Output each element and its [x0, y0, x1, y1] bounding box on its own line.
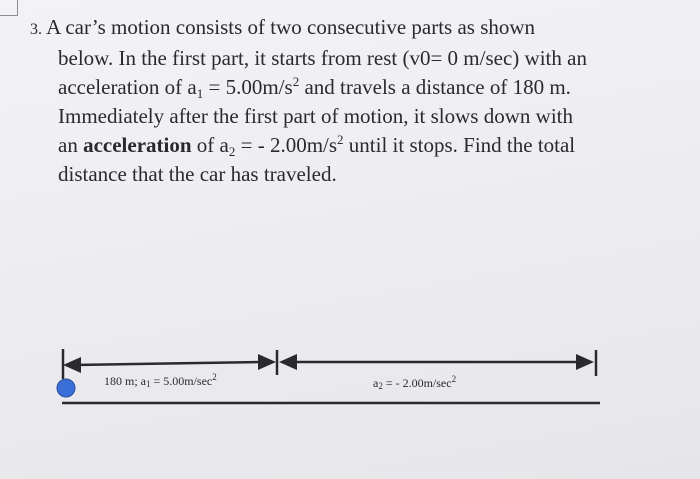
- segment-2-label: $a_2$ = - $2.00m/\sec^2$: [373, 374, 457, 391]
- segment-1-arrow-shaft: [75, 362, 262, 365]
- problem-line-6: distance that the car has traveled.: [58, 162, 337, 186]
- problem-line-2: below. In the first part, it starts from rest (v0= 0 m/sec) with an: [58, 46, 587, 70]
- car-dot: [57, 379, 75, 397]
- problem-line-1: 3. A car’s motion consists of two consecutive parts as shown: [30, 15, 536, 39]
- problem-line-3: acceleration of $a_1 = 5.00m/s^2$ and travels a distance of 180 m.: [58, 74, 571, 101]
- segment-1-label: 180 m; $a_1 = 5.00m/\sec^2$: [104, 372, 217, 389]
- problem-line-4: Immediately after the first part of motion, it slows down with: [58, 104, 573, 128]
- segment-2-right-arrowhead: [576, 354, 594, 370]
- problem-line-5: an acceleration of $a_2$ = - $2.00m/s^2$ until it stops. Find the total: [58, 132, 576, 159]
- problem-number: 3.: [30, 21, 42, 38]
- segment-1-right-arrowhead: [258, 354, 276, 370]
